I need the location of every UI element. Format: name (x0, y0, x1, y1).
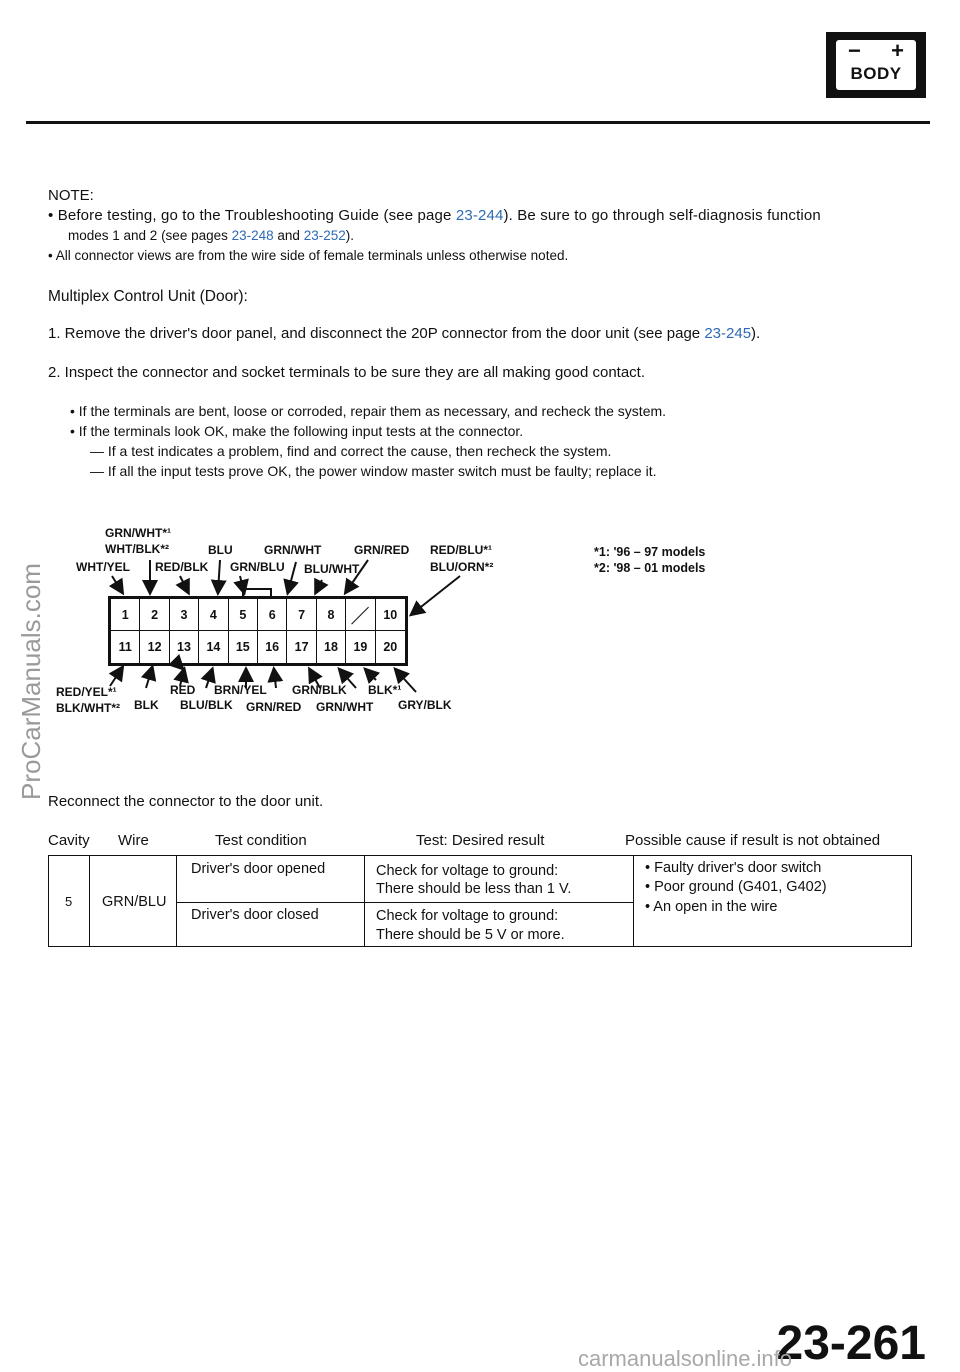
wire-label-grn-wht-1: GRN/WHT*¹ (105, 526, 171, 540)
header-cavity: Cavity (48, 832, 90, 849)
body-section-badge (826, 32, 926, 98)
note-bullet-1-text: • Before testing, go to the Troubleshooting Guide (see page (48, 207, 456, 224)
note-title: NOTE: (48, 187, 94, 204)
cell-condition-opened: Driver's door opened (191, 861, 326, 877)
wire-label-grn-red: GRN/RED (354, 543, 410, 557)
terminal-19: 19 (346, 631, 375, 663)
terminal-7: 7 (287, 599, 316, 631)
step-2-dash-1: — If a test indicates a problem, find and correct the cause, then recheck the system. (90, 443, 612, 459)
badge-minus: − (848, 38, 861, 63)
terminal-5: 5 (229, 599, 258, 631)
step-2-bullet-1: • If the terminals are bent, loose or corroded, repair them as necessary, and recheck the system. (70, 403, 667, 419)
terminal-8: 8 (317, 599, 346, 631)
wire-label-grn-red-bottom: GRN/RED (246, 700, 302, 714)
page-number: 23-261 (776, 1317, 926, 1370)
terminal-12: 12 (140, 631, 169, 663)
header-test-condition: Test condition (215, 832, 307, 849)
table-row-divider (176, 902, 633, 903)
site-watermark: ProCarManuals.com (16, 563, 46, 800)
terminal-14: 14 (199, 631, 228, 663)
model-note-1: *1: '96 – 97 models (594, 545, 706, 559)
note-modes-text: modes 1 and 2 (see pages (68, 228, 232, 243)
terminal-13: 13 (170, 631, 199, 663)
header-rule (26, 121, 930, 124)
cell-cause-2: • Poor ground (G401, G402) (645, 879, 827, 895)
wire-label-blk-1: BLK*¹ (368, 683, 402, 697)
terminal-2: 2 (140, 599, 169, 631)
step-1-text-end: ). (751, 325, 761, 342)
link-23-245[interactable]: 23-245 (704, 325, 752, 342)
cell-wire: GRN/BLU (102, 894, 167, 910)
wire-pointer-arrows (50, 510, 930, 770)
footer-watermark: carmanualsonline.info (578, 1346, 793, 1371)
section-heading: Multiplex Control Unit (Door): (48, 288, 248, 305)
table-col-divider (364, 856, 365, 946)
cell-cause-3: • An open in the wire (645, 899, 778, 915)
cell-result-1-line-1: Check for voltage to ground: (376, 863, 559, 879)
terminal-18: 18 (317, 631, 346, 663)
cell-result-1-line-2: There should be less than 1 V. (376, 881, 572, 897)
model-note-2: *2: '98 – 01 models (594, 561, 706, 575)
wire-label-blu: BLU (208, 543, 233, 557)
wire-label-wht-blk-2: WHT/BLK*² (105, 542, 169, 556)
note-bullet-1-line-2 (68, 228, 354, 244)
header-desired-result: Test: Desired result (416, 832, 545, 849)
terminal-11: 11 (111, 631, 140, 663)
note-bullet-1 (48, 207, 821, 225)
terminal-16: 16 (258, 631, 287, 663)
terminal-3: 3 (170, 599, 199, 631)
wire-label-gry-blk: GRY/BLK (398, 698, 452, 712)
badge-plus: + (891, 38, 904, 63)
terminal-17: 17 (287, 631, 316, 663)
wire-label-grn-blu: GRN/BLU (230, 560, 285, 574)
terminal-15: 15 (229, 631, 258, 663)
wire-label-blk: BLK (134, 698, 159, 712)
step-2-bullet-2: • If the terminals look OK, make the following input tests at the connector. (70, 423, 524, 439)
wire-label-grn-wht: GRN/WHT (264, 543, 322, 557)
wire-label-red-yel-1: RED/YEL*¹ (56, 685, 117, 699)
wire-label-red-blk: RED/BLK (155, 560, 209, 574)
note-bullet-2: • All connector views are from the wire side of female terminals unless otherwise noted. (48, 248, 569, 263)
terminal-6: 6 (258, 599, 287, 631)
wire-label-red-blu-1: RED/BLU*¹ (430, 543, 492, 557)
terminal-10: 10 (376, 599, 405, 631)
table-col-divider (89, 856, 90, 946)
link-23-248[interactable]: 23-248 (231, 228, 274, 243)
cell-result-2-line-2: There should be 5 V or more. (376, 927, 565, 943)
table-col-divider (633, 856, 634, 946)
battery-icon (836, 40, 916, 90)
link-23-252[interactable]: 23-252 (303, 228, 346, 243)
step-2-dash-2: — If all the input tests prove OK, the power window master switch must be faulty; replace it. (90, 463, 657, 479)
cell-condition-closed: Driver's door closed (191, 907, 319, 923)
header-wire: Wire (118, 832, 149, 849)
wire-label-red: RED (170, 683, 196, 697)
cell-cavity: 5 (65, 894, 73, 909)
wire-label-brn-yel: BRN/YEL (214, 683, 267, 697)
step-1 (48, 325, 760, 343)
wire-label-grn-wht-bottom: GRN/WHT (316, 700, 374, 714)
note-close-text: ). (345, 228, 354, 243)
step-2: 2. Inspect the connector and socket terminals to be sure they are all making good contact. (48, 364, 646, 381)
reconnect-instruction: Reconnect the connector to the door unit. (48, 793, 324, 810)
input-test-table (48, 855, 912, 947)
cell-cause-1: • Faulty driver's door switch (645, 860, 822, 876)
note-bullet-1-text-end: ). Be sure to go through self-diagnosis function (503, 207, 821, 224)
connector-diagram (50, 510, 930, 770)
header-possible-cause: Possible cause if result is not obtained (625, 832, 881, 849)
wire-label-grn-blk: GRN/BLK (292, 683, 347, 697)
wire-label-blu-blk: BLU/BLK (180, 698, 233, 712)
terminal-1: 1 (111, 599, 140, 631)
wire-label-blu-wht: BLU/WHT (304, 562, 360, 576)
table-col-divider (176, 856, 177, 946)
terminal-4: 4 (199, 599, 228, 631)
cell-result-2-line-1: Check for voltage to ground: (376, 908, 559, 924)
link-23-244[interactable]: 23-244 (455, 207, 504, 224)
step-1-text: 1. Remove the driver's door panel, and disconnect the 20P connector from the door unit (see page (48, 325, 705, 342)
wire-label-blu-orn-2: BLU/ORN*² (430, 560, 494, 574)
wire-label-wht-yel: WHT/YEL (76, 560, 130, 574)
badge-label: BODY (850, 64, 902, 83)
terminal-20: 20 (383, 640, 398, 654)
wire-label-blk-wht-2: BLK/WHT*² (56, 701, 120, 715)
note-and-text: and (273, 228, 304, 243)
